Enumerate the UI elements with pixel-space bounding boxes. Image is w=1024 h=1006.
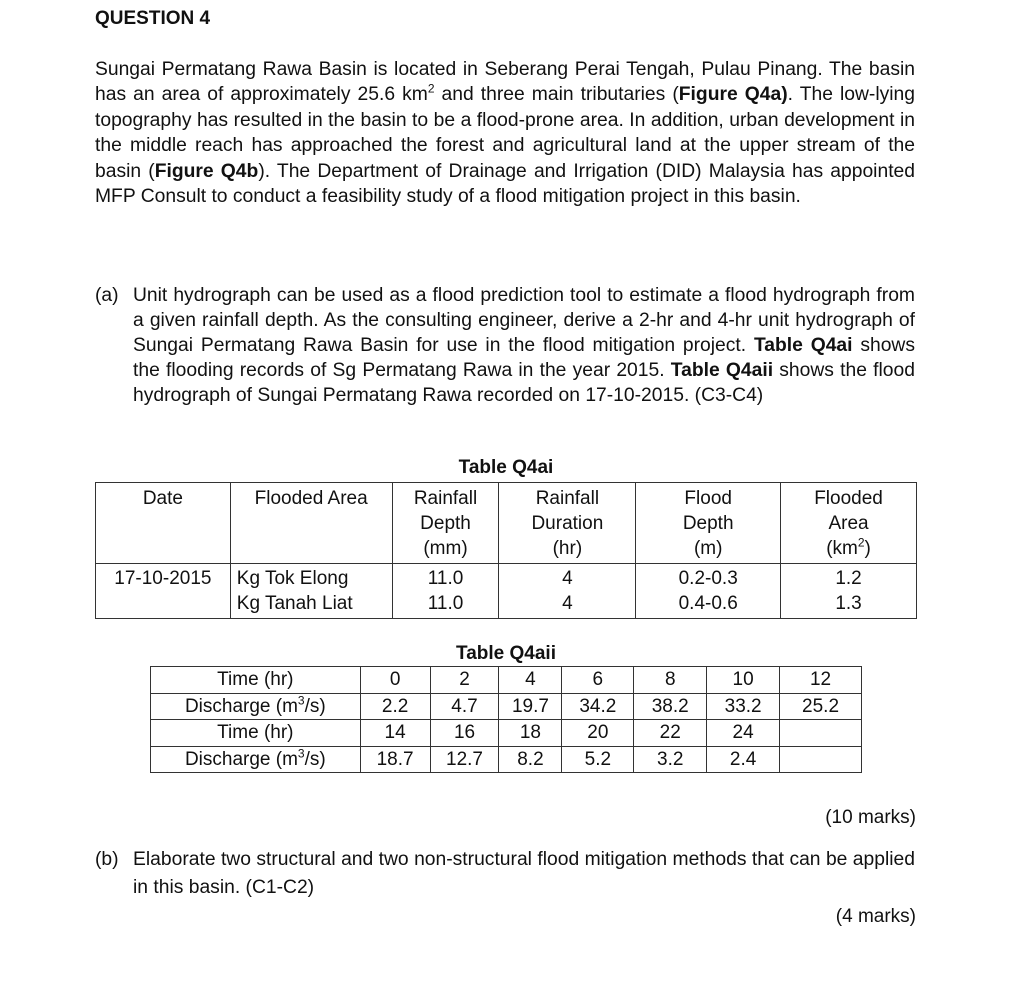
cell-flooded-area-values: 1.2 1.3 [781,564,917,619]
table-cell: 34.2 [562,693,634,720]
cell-rainfall-depths: 11.0 11.0 [392,564,499,619]
table-cell: 8 [634,667,707,694]
table-cell: 2.4 [707,746,780,773]
table-cell: 33.2 [707,693,780,720]
table-cell: 4 [499,667,562,694]
part-b-marks: (4 marks) [835,906,916,927]
header-flood-depth: Flood Depth (m) [636,483,781,564]
table-cell: 4.7 [430,693,499,720]
table-q4aii-row-time-1 [151,667,862,694]
table-q4ai-header-row [96,483,917,564]
header-flooded-area-name: Flooded Area [230,483,392,564]
table-cell [780,746,862,773]
part-b-text: Elaborate two structural and two non-structural flood mitigation methods that can be applied in this basin. (C1-C2) [133,849,915,898]
header-rainfall-depth: Rainfall Depth (mm) [392,483,499,564]
header-date: Date [96,483,231,564]
table-q4aii-row-time-2 [151,720,862,747]
table-cell: 8.2 [499,746,562,773]
part-b [95,846,915,902]
intro-paragraph: Sungai Permatang Rawa Basin is located in Seberang Perai Tengah, Pulau Pinang. The basin has an area of approximately 25.6 $km^2$ and three main tributaries (Figure Q4a). The low-lying topography has resulted in the basin to be a flood-prone area. In addition, urban development in the middle reach has approached the forest and agricultural land at the upper stream of the basin (Figure Q4b). The Department of Drainage and Irrigation (DID) Malaysia has appointed MFP Consult to conduct a feasibility study of a flood mitigation project in this basin. [95,59,915,208]
table-cell: 2.2 [360,693,430,720]
table-q4ai-caption: Table Q4ai [458,457,554,478]
table-q4ai [95,482,917,619]
part-a-label: (a) [95,285,119,306]
table-cell [780,720,862,747]
cell-date: 17-10-2015 [96,564,231,619]
table-q4aii-row-discharge-1 [151,693,862,720]
row-label: Discharge $(m^3/s)$ [151,746,361,773]
table-cell: 2 [430,667,499,694]
row-label: Time (hr) [151,667,361,694]
table-cell: 14 [360,720,430,747]
table-cell: 12.7 [430,746,499,773]
table-cell: 10 [707,667,780,694]
table-cell: 20 [562,720,634,747]
row-label: Time (hr) [151,720,361,747]
table-cell: 24 [707,720,780,747]
table-cell: 5.2 [562,746,634,773]
part-a [95,283,915,408]
table-cell: 25.2 [780,693,862,720]
table-row [96,564,917,619]
table-cell: 19.7 [499,693,562,720]
cell-rainfall-durations: 4 4 [499,564,636,619]
part-a-marks: (10 marks) [825,807,916,828]
header-rainfall-duration: Rainfall Duration (hr) [499,483,636,564]
table-cell: 0 [360,667,430,694]
table-q4aii [150,666,862,773]
question-heading: QUESTION 4 [95,8,211,29]
table-cell: 18 [499,720,562,747]
part-b-label: (b) [95,849,119,870]
cell-flood-depths: 0.2-0.3 0.4-0.6 [636,564,781,619]
table-cell: 3.2 [634,746,707,773]
header-flooded-area: Flooded Area $(km^2)$ [781,483,917,564]
part-a-text: Unit hydrograph can be used as a flood prediction tool to estimate a flood hydrograph from a given rainfall depth. As the consulting engineer, derive a 2-hr and 4-hr unit hydrograph of Sungai Permatang Rawa Basin for use in the flood mitigation project. Table Q4ai shows the flooding records of Sg Permatang Rawa in the year 2015. Table Q4aii shows the flood hydrograph of Sungai Permatang Rawa recorded on 17-10-2015. (C3-C4) [133,285,915,406]
table-cell: 22 [634,720,707,747]
table-q4aii-row-discharge-2 [151,746,862,773]
table-cell: 16 [430,720,499,747]
cell-flooded-areas: Kg Tok Elong Kg Tanah Liat [230,564,392,619]
table-cell: 18.7 [360,746,430,773]
table-q4aii-caption: Table Q4aii [456,643,556,664]
table-cell: 6 [562,667,634,694]
table-cell: 12 [780,667,862,694]
row-label: Discharge $(m^3/s)$ [151,693,361,720]
table-cell: 38.2 [634,693,707,720]
